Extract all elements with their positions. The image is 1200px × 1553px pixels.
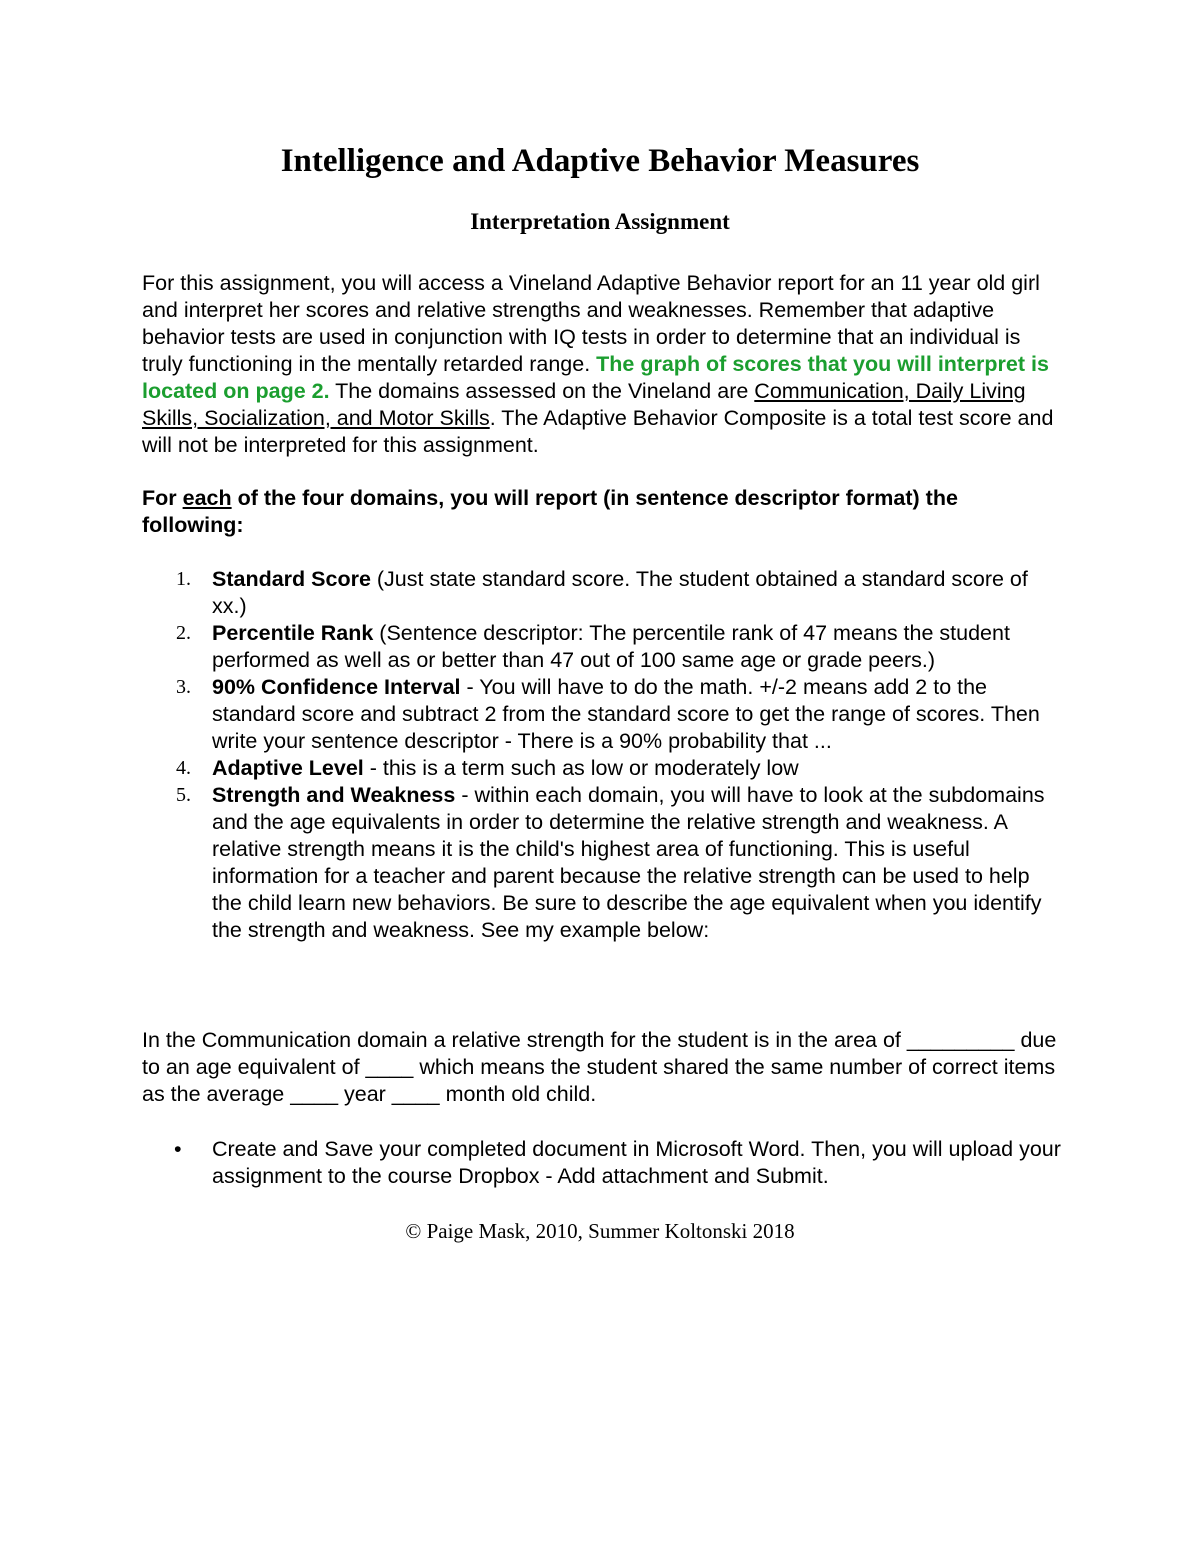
bullet-item: [142, 1136, 1062, 1190]
document-subtitle: Interpretation Assignment: [470, 209, 730, 234]
list-item-text: - within each domain, you will have to look at the subdomains and the age equivalents in order to determine the relative strength and weakness. A relative strength means it is the child's highest area of functioning. This is useful information for a teacher and parent because the relative strength can be used to help the child learn new behaviors. Be sure to describe the age equivalent when you identify the strength and weakness. See my example below:: [212, 783, 1045, 942]
list-item: [142, 620, 1062, 674]
list-item-label: Adaptive Level: [212, 756, 364, 780]
list-item-text: - You will have to do the math. +/-2 means add 2 to the standard score and subtract 2 from the standard score to get the range of scores. Then write your sentence descriptor - There is a 90% probability that ...: [212, 675, 1040, 753]
list-item-number: 1.: [176, 568, 191, 590]
list-item-label: Strength and Weakness: [212, 783, 456, 807]
list-item: [142, 674, 1062, 755]
list-item-text: (Sentence descriptor: The percentile rank of 47 means the student performed as well as or better than 47 out of 100 same age or grade peers.): [212, 621, 1010, 672]
list-item-label: Percentile Rank: [212, 621, 374, 645]
list-item-number: 4.: [176, 757, 191, 779]
list-item: [142, 755, 1062, 782]
copyright-footer: © Paige Mask, 2010, Summer Koltonski 2018: [405, 1219, 795, 1243]
example-paragraph: In the Communication domain a relative strength for the student is in the area of _________ due to an age equivalent of ____ which means the student shared the same number of correct items as the average ____ year ____ month old child.: [142, 1028, 1057, 1106]
intro-text-2: The domains assessed on the Vineland are: [329, 379, 755, 403]
list-item-text: - this is a term such as low or moderately low: [363, 756, 799, 780]
list-item-label: 90% Confidence Interval: [212, 675, 461, 699]
list-item-label: Standard Score: [212, 567, 371, 591]
list-item-number: 2.: [176, 622, 191, 644]
list-item: [142, 566, 1062, 620]
instruction-after: of the four domains, you will report (in sentence descriptor format) the following:: [142, 486, 958, 537]
submission-bullets: [142, 1136, 1062, 1190]
list-item: [142, 782, 1062, 944]
instruction-before: For: [142, 486, 183, 510]
instruction-paragraph: [142, 485, 1062, 539]
bullet-text: Create and Save your completed document in Microsoft Word. Then, you will upload your assignment to the course Dropbox - Add attachment and Submit.: [212, 1137, 1061, 1188]
instruction-underlined: each: [182, 486, 232, 510]
intro-domains: Communication, Daily Living Skills, Socialization, and Motor Skills: [142, 379, 1026, 430]
list-item-number: 3.: [176, 676, 191, 698]
intro-highlight: The graph of scores that you will interpret is located on page 2.: [142, 352, 1049, 403]
document-title: Intelligence and Adaptive Behavior Measures: [280, 143, 920, 179]
list-item-text: (Just state standard score. The student obtained a standard score of xx.): [212, 567, 1028, 618]
intro-text-3: . The Adaptive Behavior Composite is a total test score and will not be interpreted for this assignment.: [142, 406, 1054, 457]
list-item-number: 5.: [176, 784, 191, 806]
bullet-marker: •: [174, 1137, 182, 1161]
intro-paragraph: [142, 270, 1062, 459]
intro-text-1: For this assignment, you will access a Vineland Adaptive Behavior report for an 11 year old girl and interpret her scores and relative strengths and weaknesses. Remember that adaptive behavior tests are used in conjunction with IQ tests in order to determine that an individual is truly functioning in the mentally retarded range.: [142, 271, 1040, 376]
requirements-list: [142, 566, 1062, 944]
